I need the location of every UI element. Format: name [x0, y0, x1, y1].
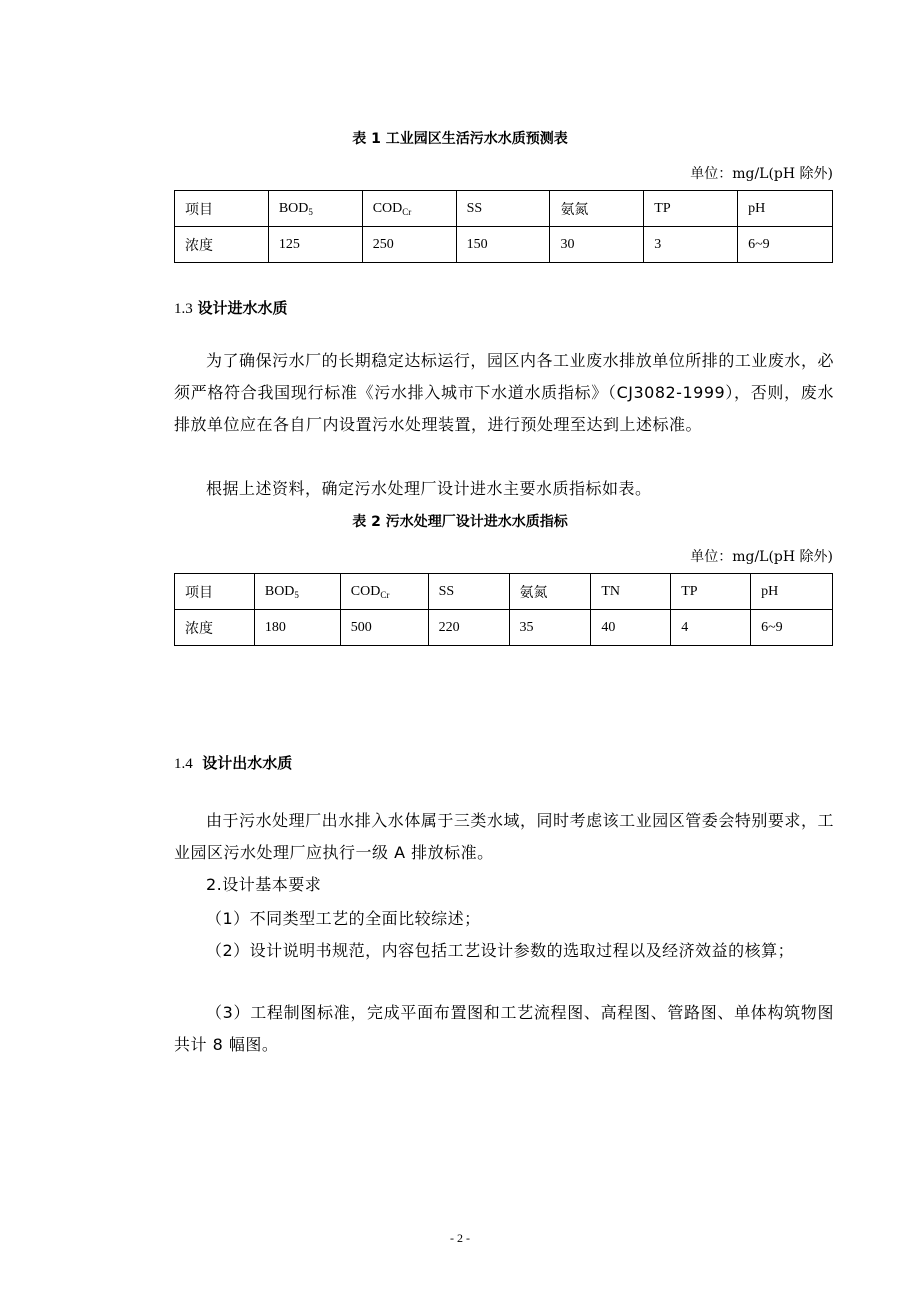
table1-col-header: $BOD_5$ — [268, 191, 362, 227]
table2-col-header: TN — [591, 574, 671, 610]
table2-cell: 4 — [671, 610, 751, 646]
table1-value-row — [175, 227, 833, 263]
table1 — [174, 190, 833, 263]
table1-row-label: 浓度 — [175, 227, 269, 263]
table1-col-header: $COD_{Cr}$ — [362, 191, 456, 227]
table2-col-header: SS — [428, 574, 509, 610]
table2-header-label: 项目 — [175, 574, 255, 610]
table1-cell: 3 — [644, 227, 738, 263]
table1-header-label: 项目 — [175, 191, 269, 227]
table1-cell: 250 — [362, 227, 456, 263]
table2-caption: 表 2 污水处理厂设计进水水质指标 — [352, 514, 568, 530]
table1-col-header: SS — [456, 191, 550, 227]
table2 — [174, 573, 833, 646]
table2-cell: 40 — [591, 610, 671, 646]
table2-header-row — [175, 574, 833, 610]
table1-col-header: TP — [644, 191, 738, 227]
table2-row-label: 浓度 — [175, 610, 255, 646]
table1-unit: 单位：mg/L(pH 除外) — [690, 166, 833, 182]
table1-cell: 150 — [456, 227, 550, 263]
table2-cell: 220 — [428, 610, 509, 646]
table2-cell: 500 — [340, 610, 428, 646]
section-13-paragraph-1: 为了确保污水厂的长期稳定达标运行，园区内各工业废水排放单位所排的工业废水，必须严格符合我国现行标准《污水排入城市下水道水质指标》（CJ3082-1999），否则，废水排放单位应在各自厂内设置污水处理装置，进行预处理至达到上述标准。 — [174, 351, 834, 434]
table2-col-header: 氨氮 — [509, 574, 591, 610]
table2-unit: 单位：mg/L(pH 除外) — [690, 549, 833, 565]
requirement-item-2: （2）设计说明书规范，内容包括工艺设计参数的选取过程以及经济效益的核算； — [206, 941, 795, 960]
table2-cell: 180 — [254, 610, 340, 646]
section-13-paragraph-2: 根据上述资料，确定污水处理厂设计进水主要水质指标如表。 — [206, 479, 652, 498]
table2-col-header: $COD_{Cr}$ — [340, 574, 428, 610]
section-2-heading: 2.设计基本要求 — [206, 875, 322, 894]
requirement-item-1: （1）不同类型工艺的全面比较综述； — [206, 909, 481, 928]
table1-col-header: pH — [738, 191, 833, 227]
section-13-heading: 1.3 设计进水水质 — [174, 299, 288, 317]
table2-cell: 35 — [509, 610, 591, 646]
table1-caption: 表 1 工业园区生活污水水质预测表 — [352, 131, 568, 147]
table2-col-header: $BOD_5$ — [254, 574, 340, 610]
table1-header-row — [175, 191, 833, 227]
table2-value-row — [175, 610, 833, 646]
table2-col-header: pH — [751, 574, 833, 610]
requirement-item-3: （3）工程制图标准，完成平面布置图和工艺流程图、高程图、管路图、单体构筑物图共计 8 幅图。 — [174, 1003, 834, 1054]
table2-cell: 6~9 — [751, 610, 833, 646]
page-number: - 2 - — [450, 1231, 470, 1245]
table2-col-header: TP — [671, 574, 751, 610]
section-14-heading: 1.4 设计出水水质 — [174, 754, 293, 772]
table1-cell: 125 — [268, 227, 362, 263]
table1-cell: 30 — [550, 227, 644, 263]
table1-col-header: 氨氮 — [550, 191, 644, 227]
table1-cell: 6~9 — [738, 227, 833, 263]
section-14-paragraph: 由于污水处理厂出水排入水体属于三类水域，同时考虑该工业园区管委会特别要求，工业园区污水处理厂应执行一级 A 排放标准。 — [174, 811, 834, 862]
